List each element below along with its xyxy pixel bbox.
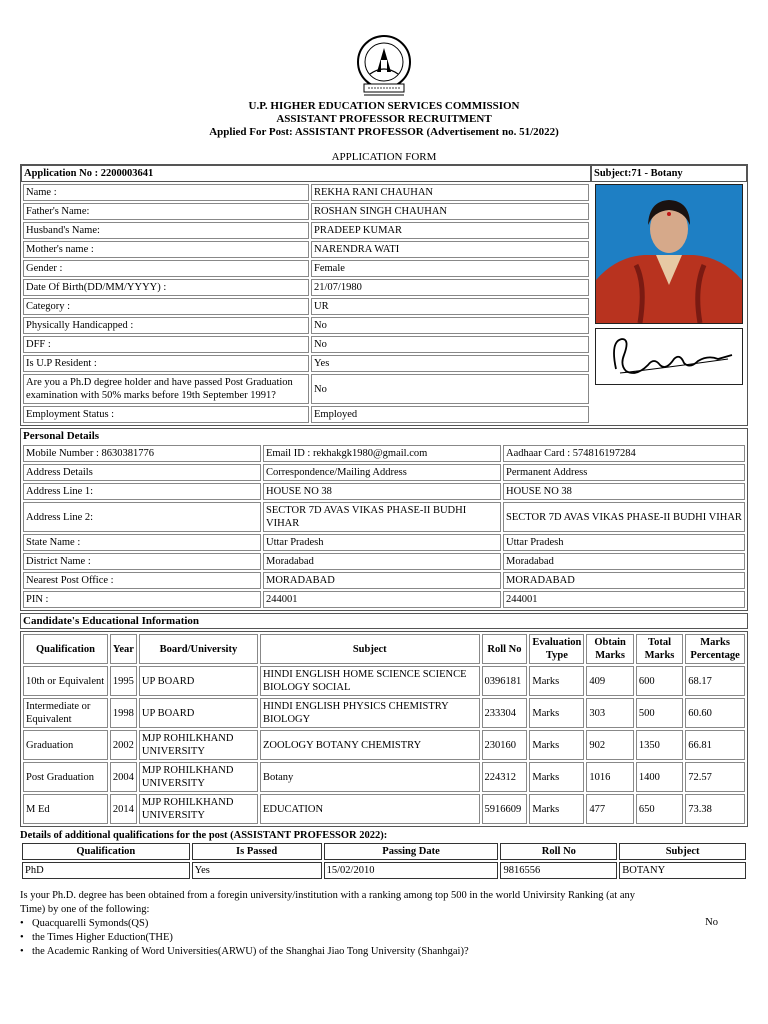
- correspondence-value: 244001: [263, 591, 501, 608]
- education-cell: Intermediate or Equivalent: [23, 698, 108, 728]
- address-row: [23, 483, 745, 500]
- additional-header: Roll No: [500, 843, 617, 860]
- education-cell: 233304: [482, 698, 528, 728]
- education-table-wrap: [20, 631, 748, 827]
- education-cell: 600: [636, 666, 683, 696]
- basic-info-value: No: [311, 374, 589, 404]
- basic-info-block: [20, 164, 748, 426]
- education-row: [23, 666, 745, 696]
- address-row: [23, 502, 745, 532]
- personal-details-block: [20, 428, 748, 611]
- additional-qual-title: Details of additional qualifications for the post (ASSISTANT PROFESSOR 2022):: [20, 830, 388, 841]
- basic-info-value: Yes: [311, 355, 589, 372]
- education-cell: 73.38: [685, 794, 745, 824]
- basic-info-row: [23, 374, 589, 404]
- permanent-value: MORADABAD: [503, 572, 745, 589]
- basic-info-label: DFF :: [23, 336, 309, 353]
- basic-info-value: PRADEEP KUMAR: [311, 222, 589, 239]
- basic-info-table: [21, 182, 591, 425]
- educational-info-block: [20, 613, 748, 629]
- education-cell: 303: [586, 698, 633, 728]
- basic-info-row: [23, 279, 589, 296]
- candidate-signature: [595, 328, 743, 385]
- address-label: Address Line 2:: [23, 502, 261, 532]
- personal-details-table: [21, 443, 747, 610]
- education-cell: UP BOARD: [139, 698, 258, 728]
- basic-info-label: Date Of Birth(DD/MM/YYYY) :: [23, 279, 309, 296]
- basic-info-label: Employment Status :: [23, 406, 309, 423]
- education-cell: 2002: [110, 730, 137, 760]
- basic-info-label: Is U.P Resident :: [23, 355, 309, 372]
- education-cell: 72.57: [685, 762, 745, 792]
- address-label: Address Line 1:: [23, 483, 261, 500]
- correspondence-value: MORADABAD: [263, 572, 501, 589]
- commission-name: U.P. HIGHER EDUCATION SERVICES COMMISSION: [248, 100, 520, 112]
- education-cell: 68.17: [685, 666, 745, 696]
- basic-info-label: Father's Name:: [23, 203, 309, 220]
- education-header: Total Marks: [636, 634, 683, 664]
- address-row: [23, 591, 745, 608]
- recruitment-title: ASSISTANT PROFESSOR RECRUITMENT: [276, 113, 492, 125]
- education-cell: 1995: [110, 666, 137, 696]
- education-cell: ZOOLOGY BOTANY CHEMISTRY: [260, 730, 480, 760]
- additional-qual-table: [20, 841, 748, 881]
- education-header: Obtain Marks: [586, 634, 633, 664]
- education-row: [23, 762, 745, 792]
- education-cell: 5916609: [482, 794, 528, 824]
- ranking-option: • Quacquarelli Symonds(QS): [30, 917, 748, 931]
- education-cell: 2004: [110, 762, 137, 792]
- basic-info-label: Category :: [23, 298, 309, 315]
- application-form-page: [20, 34, 748, 959]
- education-cell: 0396181: [482, 666, 528, 696]
- education-header: Marks Percentage: [685, 634, 745, 664]
- permanent-address-title: Permanent Address: [503, 464, 745, 481]
- education-cell: UP BOARD: [139, 666, 258, 696]
- education-cell: 1350: [636, 730, 683, 760]
- basic-info-value: No: [311, 317, 589, 334]
- education-header: Qualification: [23, 634, 108, 664]
- education-cell: 477: [586, 794, 633, 824]
- additional-header: Is Passed: [192, 843, 322, 860]
- education-cell: 66.81: [685, 730, 745, 760]
- basic-info-label: Are you a Ph.D degree holder and have passed Post Graduation examination with 50% marks before 19th September 1991?: [23, 374, 309, 404]
- education-cell: MJP ROHILKHAND UNIVERSITY: [139, 762, 258, 792]
- basic-info-value: No: [311, 336, 589, 353]
- address-label: District Name :: [23, 553, 261, 570]
- address-label: State Name :: [23, 534, 261, 551]
- address-details-label: Address Details: [23, 464, 261, 481]
- permanent-value: Moradabad: [503, 553, 745, 570]
- address-row: [23, 572, 745, 589]
- education-cell: Botany: [260, 762, 480, 792]
- address-label: PIN :: [23, 591, 261, 608]
- basic-info-row: [23, 406, 589, 423]
- additional-cell: Yes: [192, 862, 322, 879]
- basic-info-row: [23, 336, 589, 353]
- basic-info-value: Employed: [311, 406, 589, 423]
- correspondence-value: SECTOR 7D AVAS VIKAS PHASE-II BUDHI VIHAR: [263, 502, 501, 532]
- additional-cell: 9816556: [500, 862, 617, 879]
- education-cell: 1998: [110, 698, 137, 728]
- education-cell: 409: [586, 666, 633, 696]
- basic-info-label: Mother's name :: [23, 241, 309, 258]
- basic-info-label: Husband's Name:: [23, 222, 309, 239]
- email-id: Email ID : rekhakgk1980@gmail.com: [263, 445, 501, 462]
- education-cell: Marks: [529, 666, 584, 696]
- additional-row: [22, 862, 746, 879]
- education-cell: Graduation: [23, 730, 108, 760]
- basic-info-label: Name :: [23, 184, 309, 201]
- application-number: Application No : 2200003641: [21, 165, 591, 182]
- education-header: Board/University: [139, 634, 258, 664]
- correspondence-address-title: Correspondence/Mailing Address: [263, 464, 501, 481]
- basic-info-label: Gender :: [23, 260, 309, 277]
- permanent-value: 244001: [503, 591, 745, 608]
- additional-header: Passing Date: [324, 843, 499, 860]
- education-cell: 650: [636, 794, 683, 824]
- education-cell: HINDI ENGLISH HOME SCIENCE SCIENCE BIOLOGY SOCIAL: [260, 666, 480, 696]
- basic-info-row: [23, 222, 589, 239]
- basic-info-value: UR: [311, 298, 589, 315]
- basic-info-row: [23, 203, 589, 220]
- correspondence-value: Uttar Pradesh: [263, 534, 501, 551]
- education-cell: 902: [586, 730, 633, 760]
- education-header: Subject: [260, 634, 480, 664]
- applied-post: Applied For Post: ASSISTANT PROFESSOR (Advertisement no. 51/2022): [209, 126, 559, 138]
- permanent-value: HOUSE NO 38: [503, 483, 745, 500]
- education-cell: HINDI ENGLISH PHYSICS CHEMISTRY BIOLOGY: [260, 698, 480, 728]
- correspondence-value: Moradabad: [263, 553, 501, 570]
- aadhaar-card: Aadhaar Card : 574816197284: [503, 445, 745, 462]
- ranking-question: Is your Ph.D. degree has been obtained from a foregin university/institution with a ranking among top 500 in the world Univirsity Ranking (at any Time) by one of the following:: [20, 890, 636, 915]
- ranking-options: [20, 917, 748, 959]
- permanent-value: SECTOR 7D AVAS VIKAS PHASE-II BUDHI VIHAR: [503, 502, 745, 532]
- ranking-answer: No: [705, 917, 718, 928]
- form-title: APPLICATION FORM: [331, 151, 437, 163]
- education-cell: MJP ROHILKHAND UNIVERSITY: [139, 730, 258, 760]
- basic-info-value: NARENDRA WATI: [311, 241, 589, 258]
- basic-info-value: 21/07/1980: [311, 279, 589, 296]
- address-row: [23, 534, 745, 551]
- additional-cell: BOTANY: [619, 862, 746, 879]
- additional-header: Qualification: [22, 843, 190, 860]
- education-cell: 1016: [586, 762, 633, 792]
- education-cell: Post Graduation: [23, 762, 108, 792]
- education-cell: M Ed: [23, 794, 108, 824]
- education-cell: 1400: [636, 762, 683, 792]
- mobile-number: Mobile Number : 8630381776: [23, 445, 261, 462]
- education-cell: MJP ROHILKHAND UNIVERSITY: [139, 794, 258, 824]
- education-row: [23, 730, 745, 760]
- education-cell: 60.60: [685, 698, 745, 728]
- education-cell: 10th or Equivalent: [23, 666, 108, 696]
- education-header: Year: [110, 634, 137, 664]
- additional-header: Subject: [619, 843, 746, 860]
- education-header: Roll No: [482, 634, 528, 664]
- address-label: Nearest Post Office :: [23, 572, 261, 589]
- basic-info-row: [23, 184, 589, 201]
- education-cell: 2014: [110, 794, 137, 824]
- correspondence-value: HOUSE NO 38: [263, 483, 501, 500]
- basic-info-row: [23, 241, 589, 258]
- basic-info-row: [23, 317, 589, 334]
- basic-info-value: REKHA RANI CHAUHAN: [311, 184, 589, 201]
- basic-info-label: Physically Handicapped :: [23, 317, 309, 334]
- address-rows: [23, 483, 745, 608]
- subject-label: Subject:71 - Botany: [591, 165, 747, 182]
- education-table: [21, 632, 747, 826]
- permanent-value: Uttar Pradesh: [503, 534, 745, 551]
- basic-info-row: [23, 298, 589, 315]
- education-cell: 500: [636, 698, 683, 728]
- basic-info-value: ROSHAN SINGH CHAUHAN: [311, 203, 589, 220]
- education-cell: Marks: [529, 762, 584, 792]
- education-row: [23, 794, 745, 824]
- additional-cell: 15/02/2010: [324, 862, 499, 879]
- basic-info-row: [23, 355, 589, 372]
- education-cell: Marks: [529, 794, 584, 824]
- education-cell: Marks: [529, 698, 584, 728]
- education-row: [23, 698, 745, 728]
- basic-info-value: Female: [311, 260, 589, 277]
- address-row: [23, 553, 745, 570]
- personal-details-title: Personal Details: [23, 430, 100, 442]
- educational-info-title: Candidate's Educational Information: [23, 615, 200, 627]
- ranking-option: • the Academic Ranking of Word Universities(ARWU) of the Shanghai Jiao Tong University (Shanhgai)?: [30, 945, 748, 959]
- additional-cell: PhD: [22, 862, 190, 879]
- education-cell: 224312: [482, 762, 528, 792]
- education-cell: 230160: [482, 730, 528, 760]
- commission-logo-icon: [350, 34, 418, 98]
- ranking-option: • the Times Higher Eduction(THE): [30, 931, 748, 945]
- basic-info-row: [23, 260, 589, 277]
- education-cell: EDUCATION: [260, 794, 480, 824]
- education-cell: Marks: [529, 730, 584, 760]
- education-header: Evaluation Type: [529, 634, 584, 664]
- candidate-photo: [595, 184, 743, 324]
